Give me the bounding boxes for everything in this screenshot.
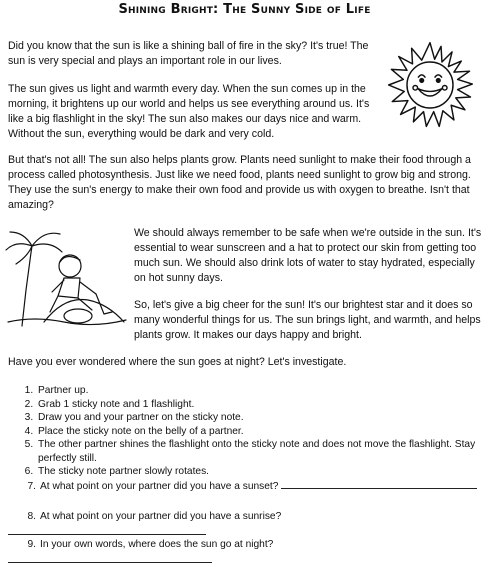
activity-steps-list	[8, 384, 489, 479]
cheer-paragraph: So, let's give a big cheer for the sun! It's our brightest star and it does so many wonderful things for us. The sun brings light, and warmth, and helps plants grow. It makes our days happy and bright.	[134, 299, 481, 341]
answer-line[interactable]	[8, 552, 212, 563]
photosynthesis-paragraph: But that's not all! The sun also helps plants grow. Plants need sunlight to make their food through a process called photosynthesis. Just like we need food, plants need sunlight to grow big and strong. They use the sun's energy to make their own food and provide us with oxygen to breathe. Isn't that amazing?	[8, 154, 471, 211]
list-item: 3. Draw you and your partner on the sticky note.	[36, 411, 489, 425]
question-text: At what point on your partner did you have a sunset?	[40, 481, 279, 492]
list-item: 4. Place the sticky note on the belly of a partner.	[36, 425, 489, 439]
smiling-sun-illustration	[384, 39, 476, 131]
child-on-beach-illustration	[4, 226, 128, 330]
question-8	[8, 510, 478, 539]
question-text: In your own words, where does the sun go at night?	[40, 539, 274, 550]
safety-paragraph: We should always remember to be safe when we're outside in the sun. It's essential to wear sunscreen and a hat to protect our skin from getting too much sun. We should also drink lots of water to stay hydrated, especially on hot sunny days.	[134, 227, 482, 284]
intro-paragraph: Did you know that the sun is like a shining ball of fire in the sky? It's true! The sun is very special and plays an important role in our lives.	[8, 40, 369, 67]
worksheet-title: Shining Bright: The Sunny Side of Life	[118, 2, 371, 17]
investigate-prompt: Have you ever wondered where the sun goes at night? Let's investigate.	[8, 356, 347, 368]
question-9	[8, 538, 478, 567]
question-7	[8, 478, 478, 494]
light-warmth-paragraph: The sun gives us light and warmth every day. When the sun comes up in the morning, it brightens up our world and helps us see everything around us. It's like a big flashlight in the sky! The sun also makes our days nice and warm. Without the sun, everything would be dark and very cold.	[8, 83, 370, 140]
list-item: 5. The other partner shines the flashlight onto the sticky note and does not move the flashlight. Stay perfectly still.	[36, 438, 489, 465]
list-item: 2. Grab 1 sticky note and 1 flashlight.	[36, 398, 489, 412]
question-number: 7.	[27, 481, 36, 492]
list-item: 6. The sticky note partner slowly rotates.	[36, 465, 489, 479]
question-text: At what point on your partner did you have a sunrise?	[40, 511, 282, 522]
question-number: 9.	[27, 539, 36, 550]
answer-line[interactable]	[8, 524, 206, 535]
answer-line[interactable]	[281, 478, 477, 489]
question-number: 8.	[27, 511, 36, 522]
list-item: 1. Partner up.	[36, 384, 489, 398]
